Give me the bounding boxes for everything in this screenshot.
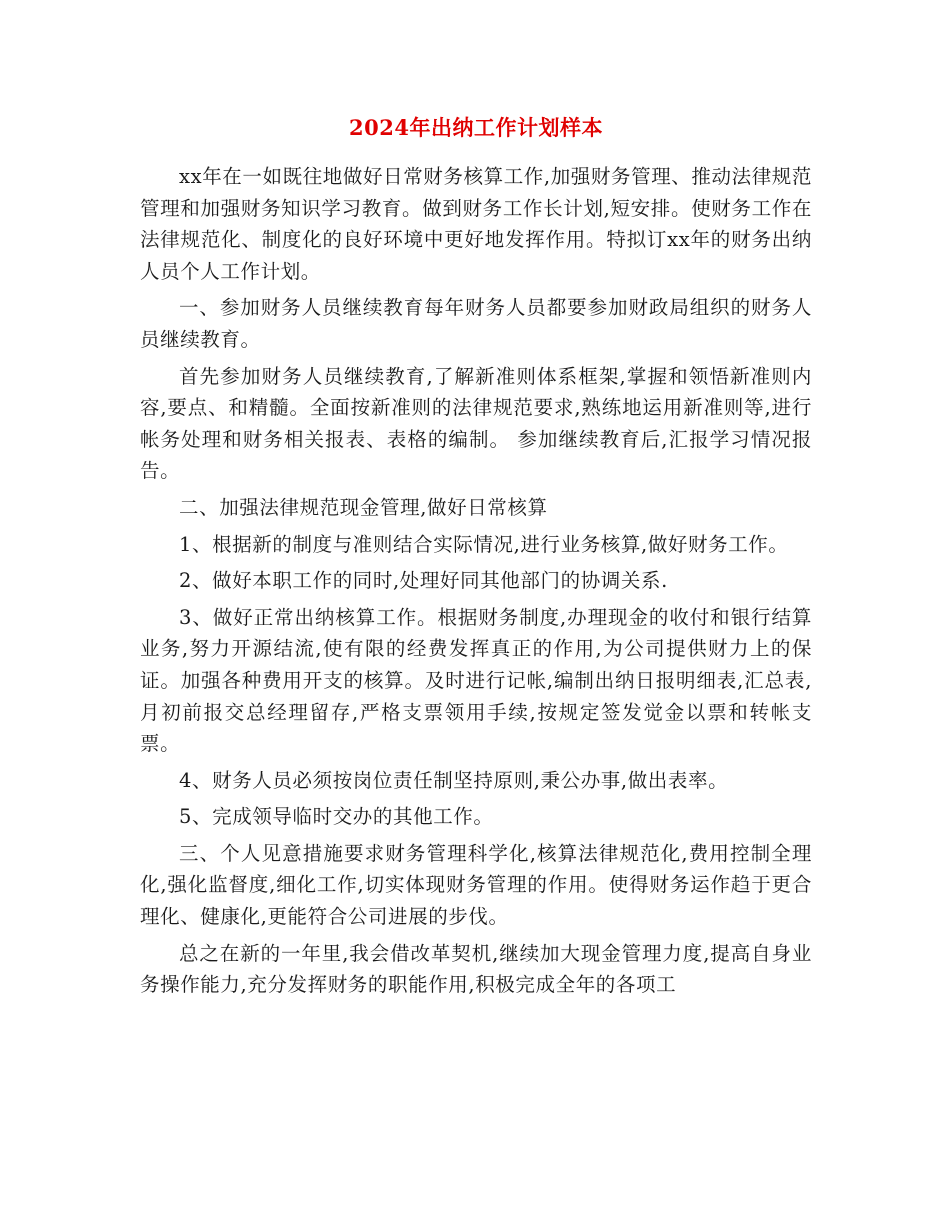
- paragraph-item-1: 1、根据新的制度与准则结合实际情况,进行业务核算,做好财务工作。: [179, 532, 789, 556]
- paragraph-intro: xx年在一如既往地做好日常财务核算工作,加强财务管理、推动法律规范管理和加强财务知识学习教育。做到财务工作长计划,短安排。使财务工作在法律规范化、制度化的良好环境中更好地发挥作用。特拟订xx年的财务出纳人员个人工作计划。: [140, 165, 812, 283]
- document-page: [140, 108, 812, 1006]
- paragraph-item-2: 2、做好本职工作的同时,处理好同其他部门的协调关系.: [179, 569, 668, 593]
- document-title: 2024年出纳工作计划样本: [349, 115, 603, 140]
- paragraph-conclusion: 总之在新的一年里,我会借改革契机,继续加大现金管理力度,提高自身业务操作能力,充分发挥财务的职能作用,积极完成全年的各项工: [140, 941, 812, 997]
- paragraph-item-3: 3、做好正常出纳核算工作。根据财务制度,办理现金的收付和银行结算业务,努力开源结流,使有限的经费发挥真正的作用,为公司提供财力上的保证。加强各种费用开支的核算。及时进行记帐,编制出纳日报明细表,汇总表,月初前报交总经理留存,严格支票领用手续,按规定签发觉金以票和转帐支票。: [140, 605, 812, 756]
- paragraph-section-1-heading: 一、参加财务人员继续教育每年财务人员都要参加财政局组织的财务人员继续教育。: [140, 296, 812, 351]
- paragraph-section-2-heading: 二、加强法律规范现金管理,做好日常核算: [179, 495, 548, 519]
- paragraph-item-5: 5、完成领导临时交办的其他工作。: [179, 805, 494, 829]
- paragraph-section-1-body: 首先参加财务人员继续教育,了解新准则体系框架,掌握和领悟新准则内容,要点、和精髓。全面按新准则的法律规范要求,熟练地运用新准则等,进行帐务处理和财务相关报表、表格的编制。 参加继续教育后,汇报学习情况报告。: [140, 364, 812, 483]
- paragraph-item-4: 4、财务人员必须按岗位责任制坚持原则,秉公办事,做出表率。: [179, 768, 729, 792]
- paragraph-section-3: 三、个人见意措施要求财务管理科学化,核算法律规范化,费用控制全理化,强化监督度,细化工作,切实体现财务管理的作用。使得财务运作趋于更合理化、健康化,更能符合公司进展的步伐。: [140, 841, 812, 929]
